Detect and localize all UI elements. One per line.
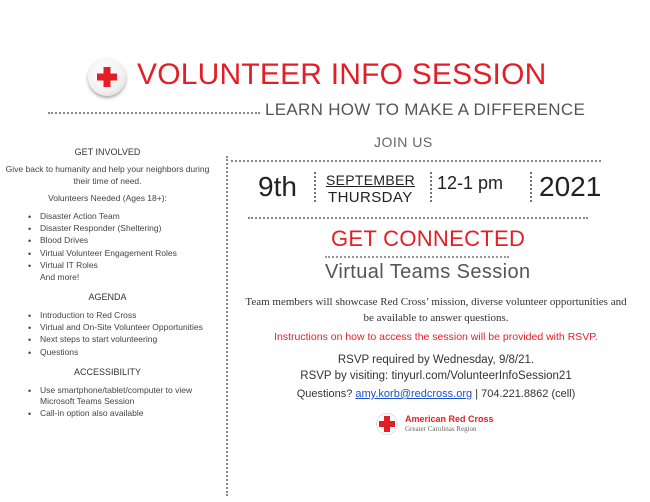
list-item: • Introduction to Red Cross	[0, 310, 215, 321]
date-separator	[314, 172, 316, 202]
accessibility-list	[0, 385, 215, 420]
list-item: • Virtual IT Roles	[0, 260, 215, 271]
list-item: • Virtual and On-Site Volunteer Opportunities	[0, 322, 215, 333]
list-item: • Disaster Responder (Sheltering)	[0, 223, 215, 234]
event-weekday: THURSDAY	[328, 189, 413, 206]
join-us-label: JOIN US	[374, 134, 433, 150]
event-day: 9th	[258, 171, 297, 202]
list-item: • Virtual Volunteer Engagement Roles	[0, 248, 215, 259]
roles-list	[0, 211, 215, 284]
date-separator	[430, 172, 432, 202]
contact-email-link[interactable]: amy.korb@redcross.org	[355, 388, 473, 400]
date-separator	[530, 172, 532, 202]
list-item: • Next steps to start volunteering	[0, 334, 215, 345]
questions-line	[240, 388, 632, 400]
accessibility-heading: ACCESSIBILITY	[73, 367, 142, 378]
event-month: SEPTEMBER	[326, 172, 416, 188]
list-item: • Blood Drives	[0, 235, 215, 246]
subtitle-divider	[48, 112, 260, 114]
list-item: • Questions	[0, 347, 215, 358]
rsvp-instructions: Instructions on how to access the session will be provided with RSVP.	[274, 331, 598, 343]
get-involved-heading: GET INVOLVED	[74, 147, 141, 157]
red-cross-badge-icon	[88, 58, 126, 96]
american-red-cross-logo	[376, 413, 536, 437]
contact-phone: | 704.221.8862 (cell)	[475, 388, 576, 400]
event-year: 2021	[539, 171, 602, 202]
agenda-heading: AGENDA	[88, 292, 127, 303]
event-time: 12-1 pm	[437, 173, 504, 193]
column-divider	[226, 156, 228, 496]
get-connected-heading: GET CONNECTED	[331, 226, 526, 251]
agenda-list	[0, 310, 215, 359]
volunteers-needed-label: Volunteers Needed (Ages 18+):	[48, 193, 167, 204]
left-sidebar	[0, 146, 215, 428]
page-title: VOLUNTEER INFO SESSION	[137, 58, 547, 91]
session-title: Virtual Teams Session	[325, 261, 531, 283]
roles-more: And more!	[40, 271, 80, 282]
rsvp-link: RSVP by visiting: tinyurl.com/VolunteerInfoSession21	[300, 370, 572, 383]
org-name: American Red Cross	[405, 414, 494, 424]
questions-label: Questions?	[296, 388, 353, 400]
page-subtitle: LEARN HOW TO MAKE A DIFFERENCE	[265, 100, 586, 119]
connected-divider	[325, 256, 509, 258]
list-item: • Call-in option also available	[0, 408, 215, 419]
red-cross-icon	[376, 413, 398, 435]
date-bottom-divider	[248, 217, 588, 219]
rsvp-block	[240, 352, 632, 385]
list-item: • Use smartphone/tablet/computer to view Microsoft Teams Session	[0, 385, 215, 408]
rsvp-deadline: RSVP required by Wednesday, 9/8/21.	[337, 354, 535, 366]
date-top-divider	[231, 160, 601, 162]
session-description: Team members will showcase Red Cross’ mission, diverse volunteer opportunities and be available to answer questions.	[245, 296, 627, 324]
red-cross-icon	[95, 65, 119, 89]
org-region: Greater Carolinas Region	[405, 425, 477, 433]
list-item: • Disaster Action Team	[0, 211, 215, 222]
get-involved-intro: Give back to humanity and help your neighbors during their time of need.	[5, 164, 210, 186]
